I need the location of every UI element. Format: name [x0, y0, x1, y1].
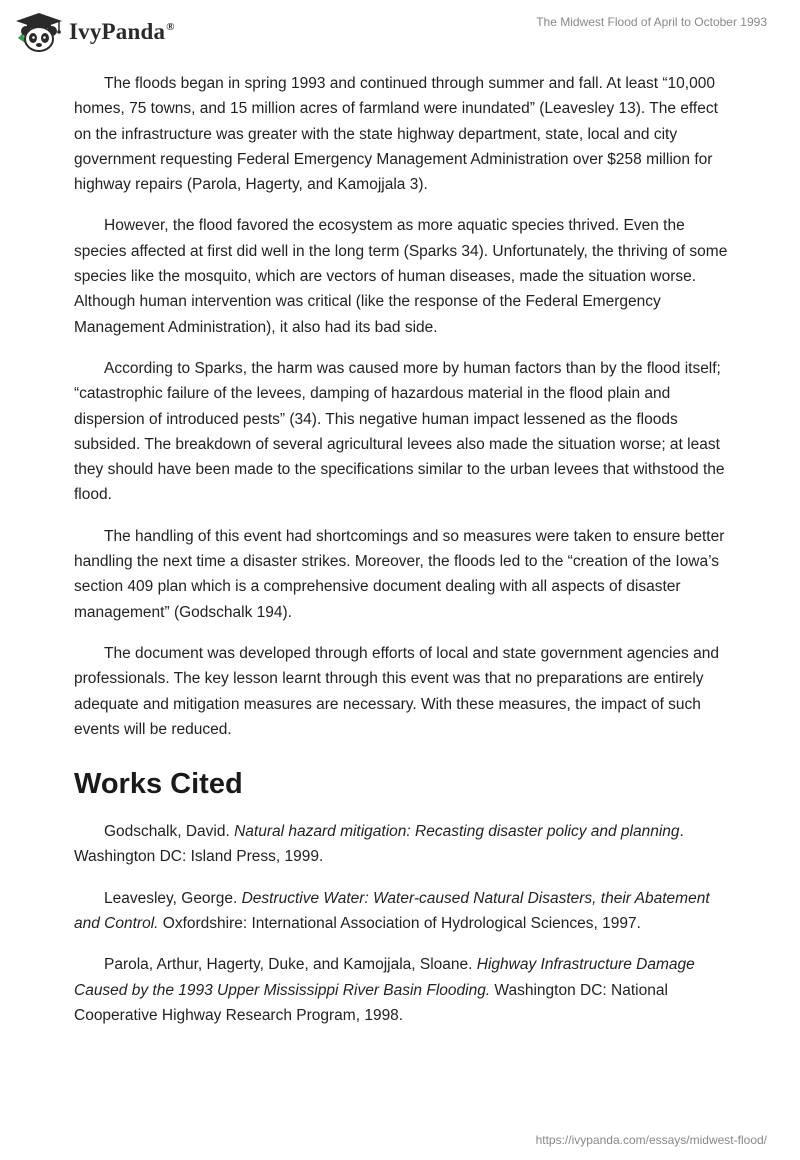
citation-author: Leavesley, George. [104, 889, 242, 907]
body-paragraph: However, the flood favored the ecosystem as more aquatic species thrived. Even the species affected at first did well in the long term (Sparks 34). Unfortunately, the thriving of some species like the mosquito, which are vectors of human diseases, made the situation worse. Although human intervention was critical (like the response of the Federal Emergency Management Administration), it also had its bad side. [74, 217, 728, 336]
document-title: The Midwest Flood of April to October 1993 [536, 15, 767, 29]
citation-title: Highway Infrastructure Damage Caused by the 1993 Upper Mississippi River Basin Flooding. [74, 956, 695, 999]
citation-publication: . Washington DC: Island Press, 1999. [74, 823, 684, 866]
citation-entry [74, 886, 728, 937]
citation-entry [74, 952, 728, 1028]
panda-graduation-logo-icon [14, 11, 64, 53]
citation-entry [74, 819, 728, 870]
body-paragraph: The floods began in spring 1993 and continued through summer and fall. At least “10,000 homes, 75 towns, and 15 million acres of farmland were inundated” (Leavesley 13). The effect on the infrastructure was greater with the state highway department, state, local and city government requesting Federal Emergency Management Administration over $258 million for highway repairs (Parola, Hagerty, and Kamojjala 3). [74, 75, 718, 194]
source-url-link[interactable]: https://ivypanda.com/essays/midwest-flood/ [535, 1133, 767, 1147]
works-cited-heading: Works Cited [74, 768, 243, 801]
essay-content [74, 71, 728, 1044]
citation-author: Godschalk, David. [104, 823, 235, 841]
citation-publication: Washington DC: National Cooperative Highway Research Program, 1998. [74, 981, 668, 1024]
citation-author: Parola, Arthur, Hagerty, Duke, and Kamojjala, Sloane. [104, 956, 477, 974]
citation-title: Natural hazard mitigation: Recasting disaster policy and planning [234, 823, 680, 841]
page-header [0, 0, 800, 60]
citation-title: Destructive Water: Water-caused Natural Disasters, their Abatement and Control. [74, 889, 710, 933]
citation-publication: Oxfordshire: International Association of Hydrological Sciences, 1997. [158, 915, 641, 933]
body-paragraph: According to Sparks, the harm was caused more by human factors than by the flood itself; “catastrophic failure of the levees, damping of hazardous material in the flood plain and dispersion of introduced pests” (34). This negative human impact lessened as the floods subsided. The breakdown of several agricultural levees also made the situation worse; at least they should have been made to the specifications similar to the urban levees that withstood the flood. [74, 359, 725, 504]
body-paragraph: The handling of this event had shortcomings and so measures were taken to ensure better handling the next time a disaster strikes. Moreover, the floods led to the “creation of the Iowa’s section 409 plan which is a comprehensive document dealing with all aspects of disaster management” (Godschalk 194). [74, 527, 725, 621]
body-paragraph: The document was developed through efforts of local and state government agencies and professionals. The key lesson learnt through this event was that no preparations are entirely adequate and mitigation measures are necessary. With these measures, the impact of such events will be reduced. [74, 644, 719, 738]
brand-name: IvyPanda® [69, 19, 175, 44]
brand-logo[interactable] [14, 8, 175, 56]
